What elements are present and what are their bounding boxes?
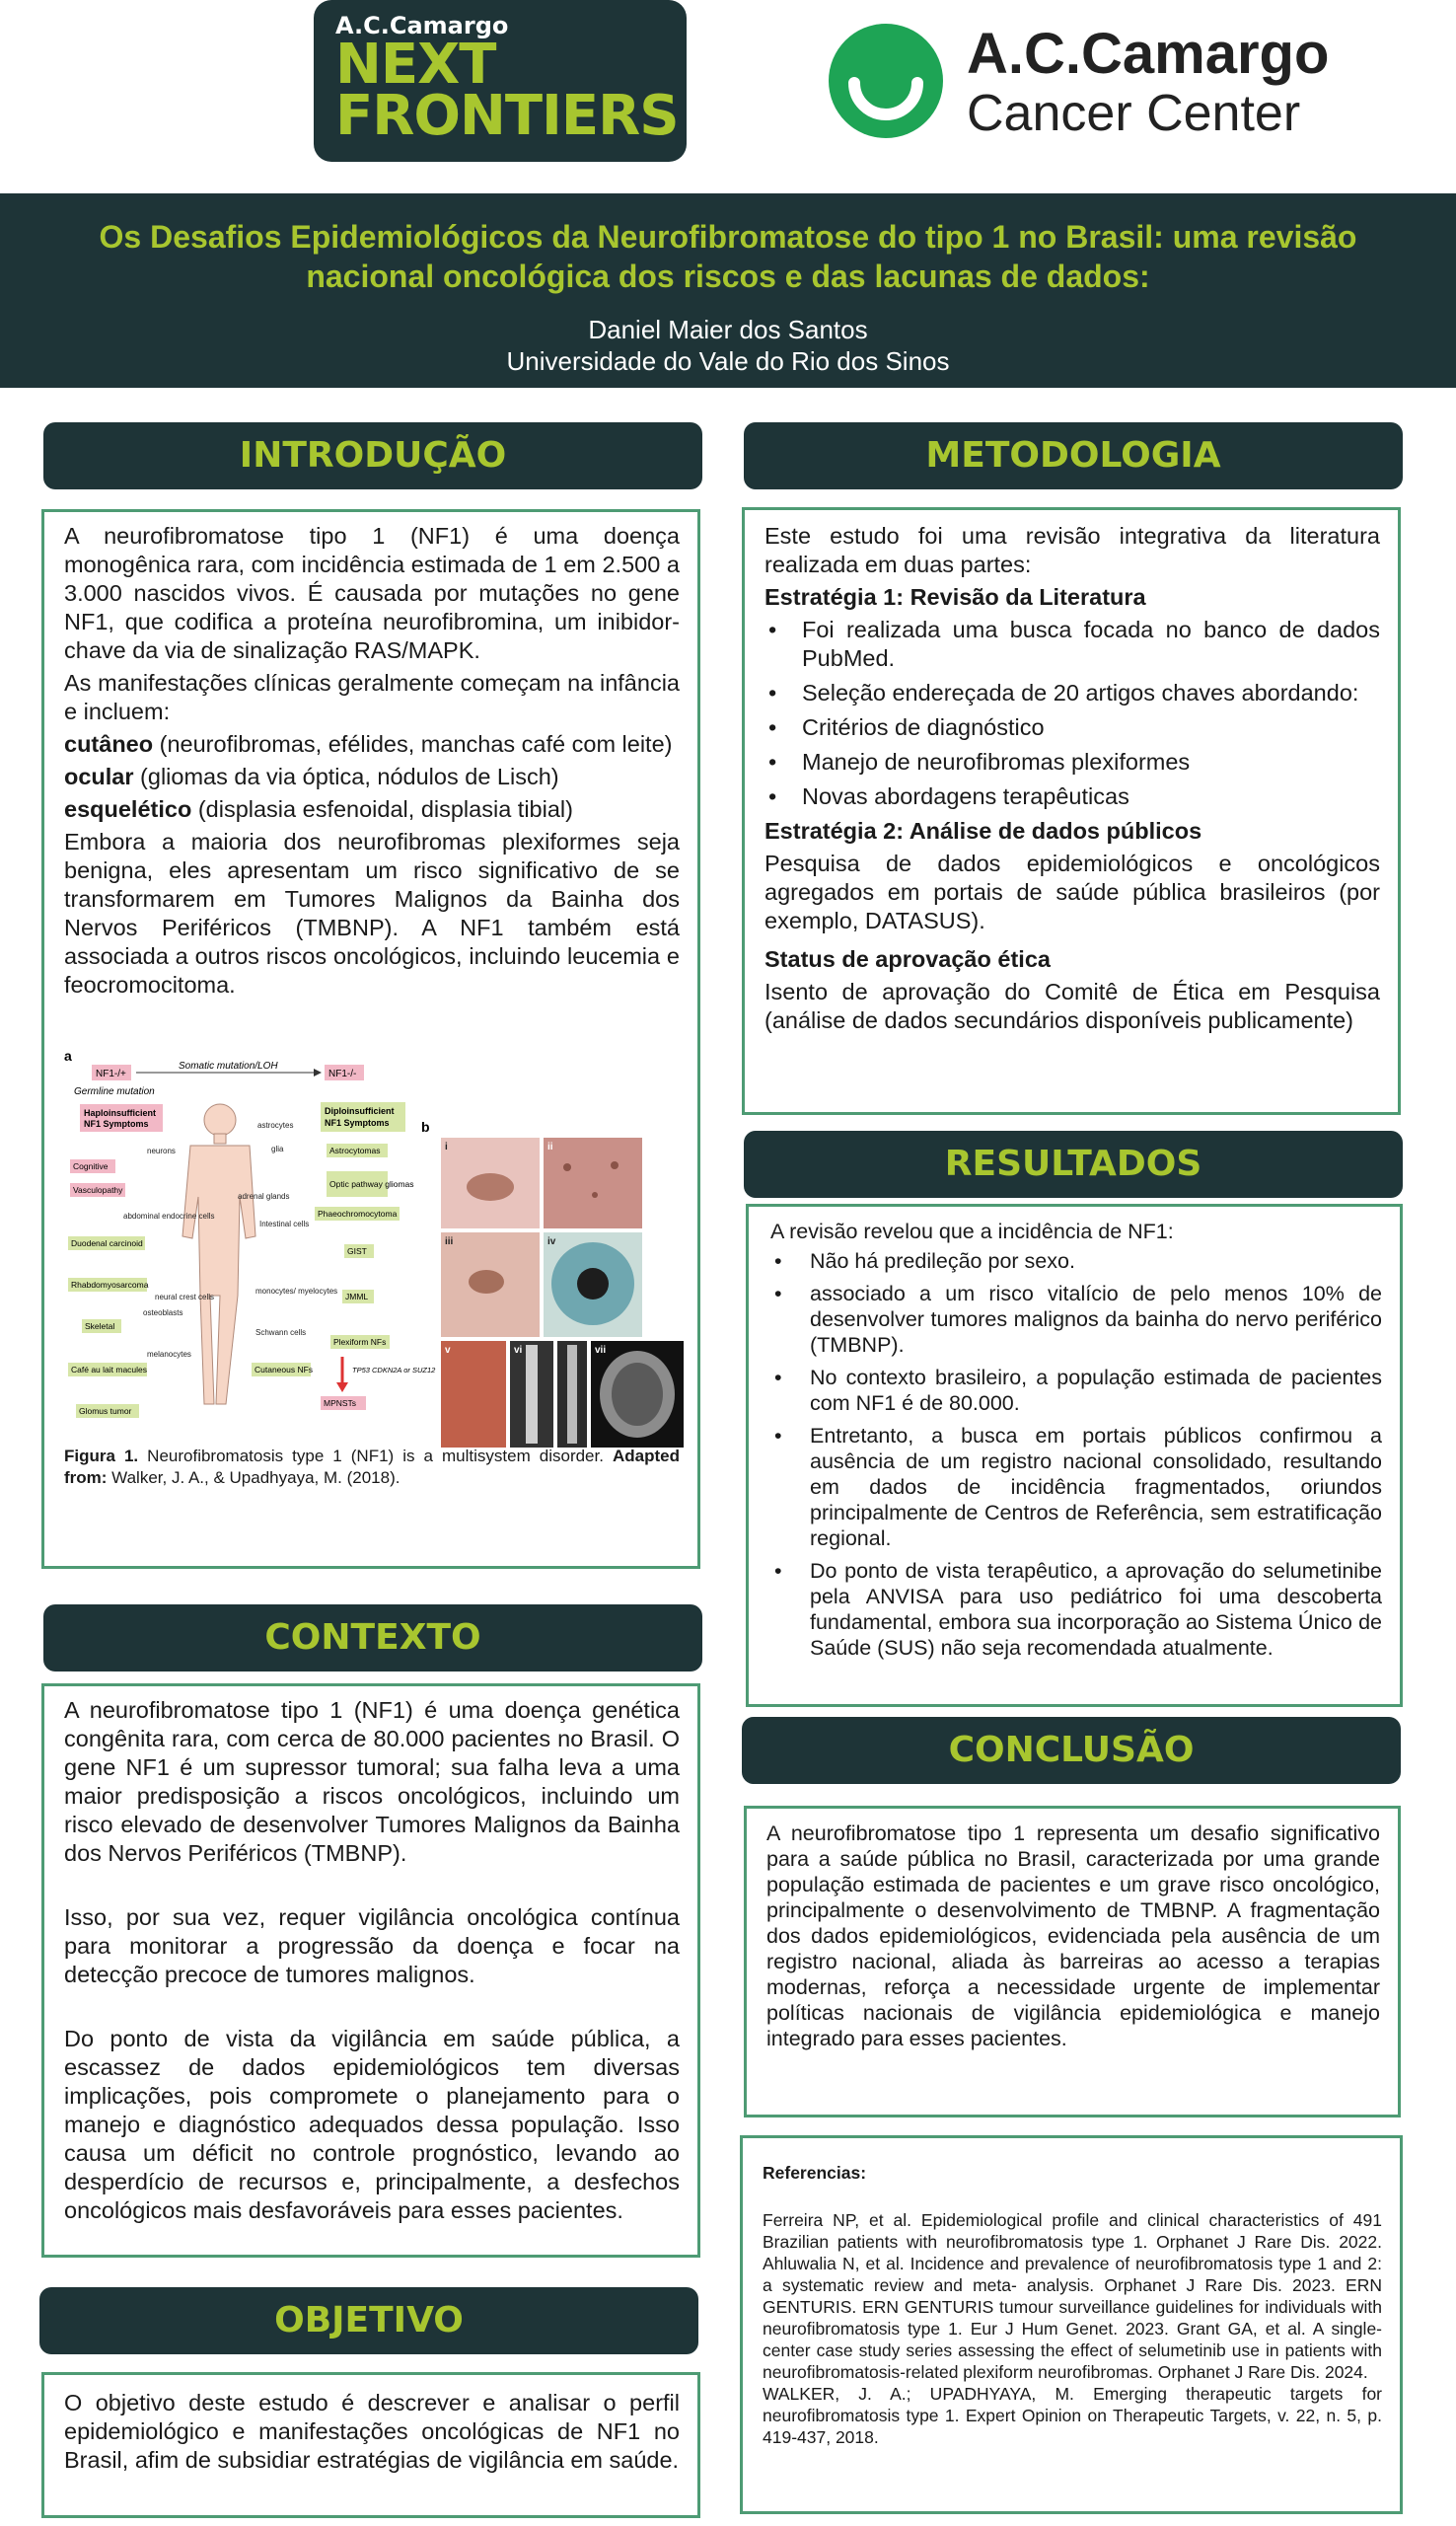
somatic-label: Somatic mutation/LOH [179, 1061, 278, 1072]
estrategia-1-title: Estratégia 1: Revisão da Literatura [764, 584, 1146, 610]
author-name: Daniel Maier dos Santos [588, 315, 868, 344]
metodologia-box [742, 507, 1401, 1115]
panel-a-label: a [64, 1049, 72, 1064]
svg-text:Diploinsufficient: Diploinsufficient [325, 1106, 395, 1116]
svg-text:neural crest cells: neural crest cells [155, 1293, 215, 1301]
svg-text:glia: glia [271, 1145, 284, 1153]
title-banner [0, 193, 1456, 388]
objetivo-heading: OBJETIVO [39, 2287, 698, 2354]
figure-caption: Figura 1. Neurofibromatosis type 1 (NF1) is a multisystem disorder. Adapted from: Walker, J. A., & Upadhyaya, M. (2018). [64, 1447, 680, 1487]
list-item: • No contexto brasileiro, a população estimada de pacientes com NF1 é de 80.000. [770, 1365, 1382, 1416]
svg-text:ii: ii [547, 1142, 553, 1152]
list-item: • Manejo de neurofibromas plexiformes [764, 748, 1380, 777]
estrategia-2-title: Estratégia 2: Análise de dados públicos [764, 818, 1202, 844]
svg-text:Schwann cells: Schwann cells [255, 1328, 307, 1337]
nf-logo-line1: NEXT [335, 33, 496, 97]
fig-label-optic: Optic pathway gliomas [329, 1179, 414, 1189]
nf-logo-small-text: A.C.Camargo [335, 12, 509, 39]
svg-text:monocytes/ myelocytes: monocytes/ myelocytes [255, 1287, 338, 1296]
fig-label-duodenal: Duodenal carcinoid [71, 1238, 143, 1248]
fig-label-vasculopathy: Vasculopathy [73, 1185, 123, 1195]
svg-text:i: i [445, 1142, 448, 1152]
referencias-text-1: Ferreira NP, et al. Epidemiological profile and clinical characteristics of 491 Brazilian patients with neurofibromatosis type 1. Orphanet J Rare Dis. 2022. Ahluwalia N, et al. Incidence and prevalence of neurofibromatosis type 1 and 2: a systematic review and meta- analysis. Orphanet J Rare Dis. 2023. ERN GENTURIS. ERN GENTURIS tumour surveillance guidelines for individuals with neurofibromatosis type 1. Eur J Hum Genet. 2023. Grant GA, et al. A single-center case study series assessing the effect of selumetinib use in patients with neurofibromatosis-related plexiform neurofibromas. Orphanet J Rare Dis. 2024. [763, 2210, 1382, 2382]
fig-label-mpnst: MPNSTs [324, 1398, 357, 1408]
metodologia-heading: METODOLOGIA [744, 422, 1403, 489]
estrategia-2-text: Pesquisa de dados epidemiológicos e oncológicos agregados em portais de saúde pública brasileiros (por exemplo, DATASUS). [764, 851, 1380, 933]
intro-paragraph-2: As manifestações clínicas geralmente começam na infância e incluem: [64, 670, 680, 724]
svg-text:astrocytes: astrocytes [257, 1121, 294, 1130]
fig-label-rhabdo: Rhabdomyosarcoma [71, 1280, 149, 1290]
nf-logo-line2: FRONTIERS [335, 84, 679, 148]
svg-text:iv: iv [547, 1236, 556, 1247]
svg-text:vi: vi [514, 1345, 523, 1356]
acc-logo-line2: Cancer Center [967, 85, 1301, 142]
svg-text:iii: iii [445, 1236, 454, 1247]
svg-text:Intestinal cells: Intestinal cells [259, 1220, 310, 1228]
svg-text:neurons: neurons [147, 1147, 176, 1155]
resultados-list [770, 1248, 1382, 1661]
list-item: • Foi realizada uma busca focada no banco de dados PubMed. [764, 616, 1380, 673]
nf1-plus-minus: NF1-/+ [96, 1069, 126, 1079]
referencias-text-2: WALKER, J. A.; UPADHYAYA, M. Emerging therapeutic targets for neurofibromatosis type 1. Expert Opinion on Therapeutic Targets, v. 22, n. 5, p. 419-437, 2018. [763, 2384, 1382, 2447]
intro-heading: INTRODUÇÃO [43, 422, 702, 489]
referencias-box [740, 2135, 1403, 2514]
figure-illustration [62, 1049, 684, 1453]
conclusao-heading: CONCLUSÃO [742, 1717, 1401, 1784]
list-item: • Novas abordagens terapêuticas [764, 782, 1380, 811]
list-item: • Do ponto de vista terapêutico, a aprovação do selumetinibe pela ANVISA para uso pediátrico foi uma descoberta fundamental, embora sua incorporação ao Sistema Único de Saúde (SUS) não seja recomendada atualmente. [770, 1558, 1382, 1661]
list-item: • associado a um risco vitalício de pelo menos 10% de desenvolver tumores malignos da bainha do nervo periférico (TMBNP). [770, 1281, 1382, 1358]
list-item: • Seleção endereçada de 20 artigos chaves abordando: [764, 679, 1380, 707]
list-item: • Entretanto, a busca em portais públicos confirmou a ausência de um registro nacional consolidado, resultando em dados de incidência fragmentados, oriundos principalmente de Centros de Referência, sem estratificação regional. [770, 1423, 1382, 1551]
ac-camargo-logo [827, 20, 1340, 148]
contexto-paragraph-2: Isso, por sua vez, requer vigilância oncológica contínua para monitorar a progressão da doença e focar na detecção precoce de tumores malignos. [64, 1904, 680, 1987]
next-frontiers-logo [314, 0, 687, 162]
fig-label-cafe: Café au lait macules [71, 1365, 148, 1374]
resultados-box [746, 1204, 1403, 1707]
fig-label-astrocytomas: Astrocytomas [329, 1146, 381, 1155]
svg-text:abdominal endocrine cells: abdominal endocrine cells [123, 1212, 215, 1221]
fig-label-jmml: JMML [345, 1292, 369, 1301]
intro-paragraph-3: Embora a maioria dos neurofibromas plexiformes seja benigna, eles apresentam um risco significativo de se transformarem em Tumores Malignos da Bainha dos Nervos Periféricos (TMBNP). A NF1 também está associada a outros riscos oncológicos, incluindo leucemia e feocromocitoma. [64, 829, 680, 998]
status-text: Isento de aprovação do Comitê de Ética em Pesquisa (análise de dados secundários disponíveis publicamente) [764, 979, 1380, 1033]
acc-logo-line1: A.C.Camargo [967, 22, 1330, 86]
svg-text:melanocytes: melanocytes [147, 1350, 191, 1359]
svg-text:osteoblasts: osteoblasts [143, 1308, 183, 1317]
resultados-heading: RESULTADOS [744, 1131, 1403, 1198]
estrategia-1-list [764, 616, 1380, 811]
svg-text:NF1 Symptoms: NF1 Symptoms [325, 1118, 390, 1128]
logo-bar [0, 0, 1456, 193]
fig-label-phaeo: Phaeochromocytoma [318, 1209, 398, 1219]
panel-b-label: b [421, 1119, 430, 1135]
intro-ocular: ocular (gliomas da via óptica, nódulos de Lisch) [64, 764, 559, 789]
poster-title: Os Desafios Epidemiológicos da Neurofibromatose do tipo 1 no Brasil: uma revisão nacional oncológica dos riscos e das lacunas de dados: [99, 219, 1357, 294]
institution-name: Universidade do Vale do Rio dos Sinos [506, 346, 950, 376]
contexto-paragraph-1: A neurofibromatose tipo 1 (NF1) é uma doença genética congênita rara, com cerca de 80.000 pacientes no Brasil. O gene NF1 é um supressor tumoral; sua falha leva a uma maior predisposição a riscos oncológicos, incluindo um risco elevado de desenvolver Tumores Malignos da Bainha dos Nervos Periféricos (TMBNP). [64, 1697, 680, 1866]
fig-label-glomus: Glomus tumor [79, 1406, 132, 1416]
svg-text:TP53 CDKN2A or SUZ12: TP53 CDKN2A or SUZ12 [352, 1366, 436, 1374]
intro-cutaneo: cutâneo (neurofibromas, efélides, manchas café com leite) [64, 731, 673, 757]
fig-label-cognitive: Cognitive [73, 1161, 109, 1171]
svg-text:vii: vii [595, 1345, 607, 1356]
metodologia-intro: Este estudo foi uma revisão integrativa da literatura realizada em duas partes: [764, 523, 1380, 577]
conclusao-box [744, 1806, 1401, 2117]
list-item: • Critérios de diagnóstico [764, 713, 1380, 742]
intro-box [41, 509, 700, 1569]
contexto-heading: CONTEXTO [43, 1604, 702, 1672]
intro-paragraph-1: A neurofibromatose tipo 1 (NF1) é uma doença monogênica rara, com incidência estimada de 1 em 2.500 a 3.000 nascidos vivos. É causada por mutações no gene NF1, que codifica a proteína neurofibromina, um inibidor-chave da via de sinalização RAS/MAPK. [64, 523, 680, 663]
fig-label-cutaneous: Cutaneous NFs [255, 1365, 314, 1374]
svg-text:v: v [445, 1345, 451, 1356]
objetivo-paragraph: O objetivo deste estudo é descrever e analisar o perfil epidemiológico e manifestações oncológicas de NF1 no Brasil, afim de subsidiar estratégias de vigilância em saúde. [64, 2390, 680, 2473]
human-body-figure [182, 1104, 255, 1404]
nf1-minus-minus: NF1-/- [328, 1069, 357, 1079]
fig-label-plexiform: Plexiform NFs [333, 1337, 387, 1347]
smile-logo-icon [827, 22, 945, 140]
resultados-intro: A revisão revelou que a incidência de NF1: [770, 1220, 1174, 1243]
list-item: • Não há predileção por sexo. [770, 1248, 1382, 1274]
objetivo-box [41, 2372, 700, 2518]
conclusao-paragraph: A neurofibromatose tipo 1 representa um desafio significativo para a saúde pública no Brasil, caracterizada por uma grande população estimada de pacientes e um grave risco oncológico, principalmente o desenvolvimento de TMBNP. A fragmentação dos dados epidemiológicos, evidenciada pela ausência de um registro nacional, aliada às barreiras ao acesso a terapias modernas, reforça a necessidade urgente de implementar políticas nacionais de vigilância epidemiológica e manejo integrado para esses pacientes. [766, 1821, 1380, 2050]
intro-esqueletico: esquelético (displasia esfenoidal, displasia tibial) [64, 796, 573, 822]
fig-label-gist: GIST [347, 1246, 367, 1256]
svg-text:NF1 Symptoms: NF1 Symptoms [84, 1119, 149, 1129]
svg-text:adrenal glands: adrenal glands [238, 1192, 290, 1201]
svg-text:Haploinsufficient: Haploinsufficient [84, 1108, 157, 1118]
contexto-box [41, 1683, 700, 2258]
fig-label-skeletal: Skeletal [85, 1321, 115, 1331]
germline-label: Germline mutation [74, 1086, 155, 1097]
figure-1 [62, 1049, 684, 1453]
contexto-paragraph-3: Do ponto de vista da vigilância em saúde pública, a escassez de dados epidemiológicos tem diversas implicações, pois compromete o planejamento para o manejo e diagnóstico adequados dessa população. Isso causa um déficit no controle prognóstico, levando ao desperdício de recursos e, principalmente, a desfechos oncológicos mais desfavoráveis para esses pacientes. [64, 2026, 680, 2223]
referencias-heading: Referencias: [763, 2163, 867, 2183]
clinical-photos [441, 1138, 684, 1448]
status-title: Status de aprovação ética [764, 946, 1051, 972]
